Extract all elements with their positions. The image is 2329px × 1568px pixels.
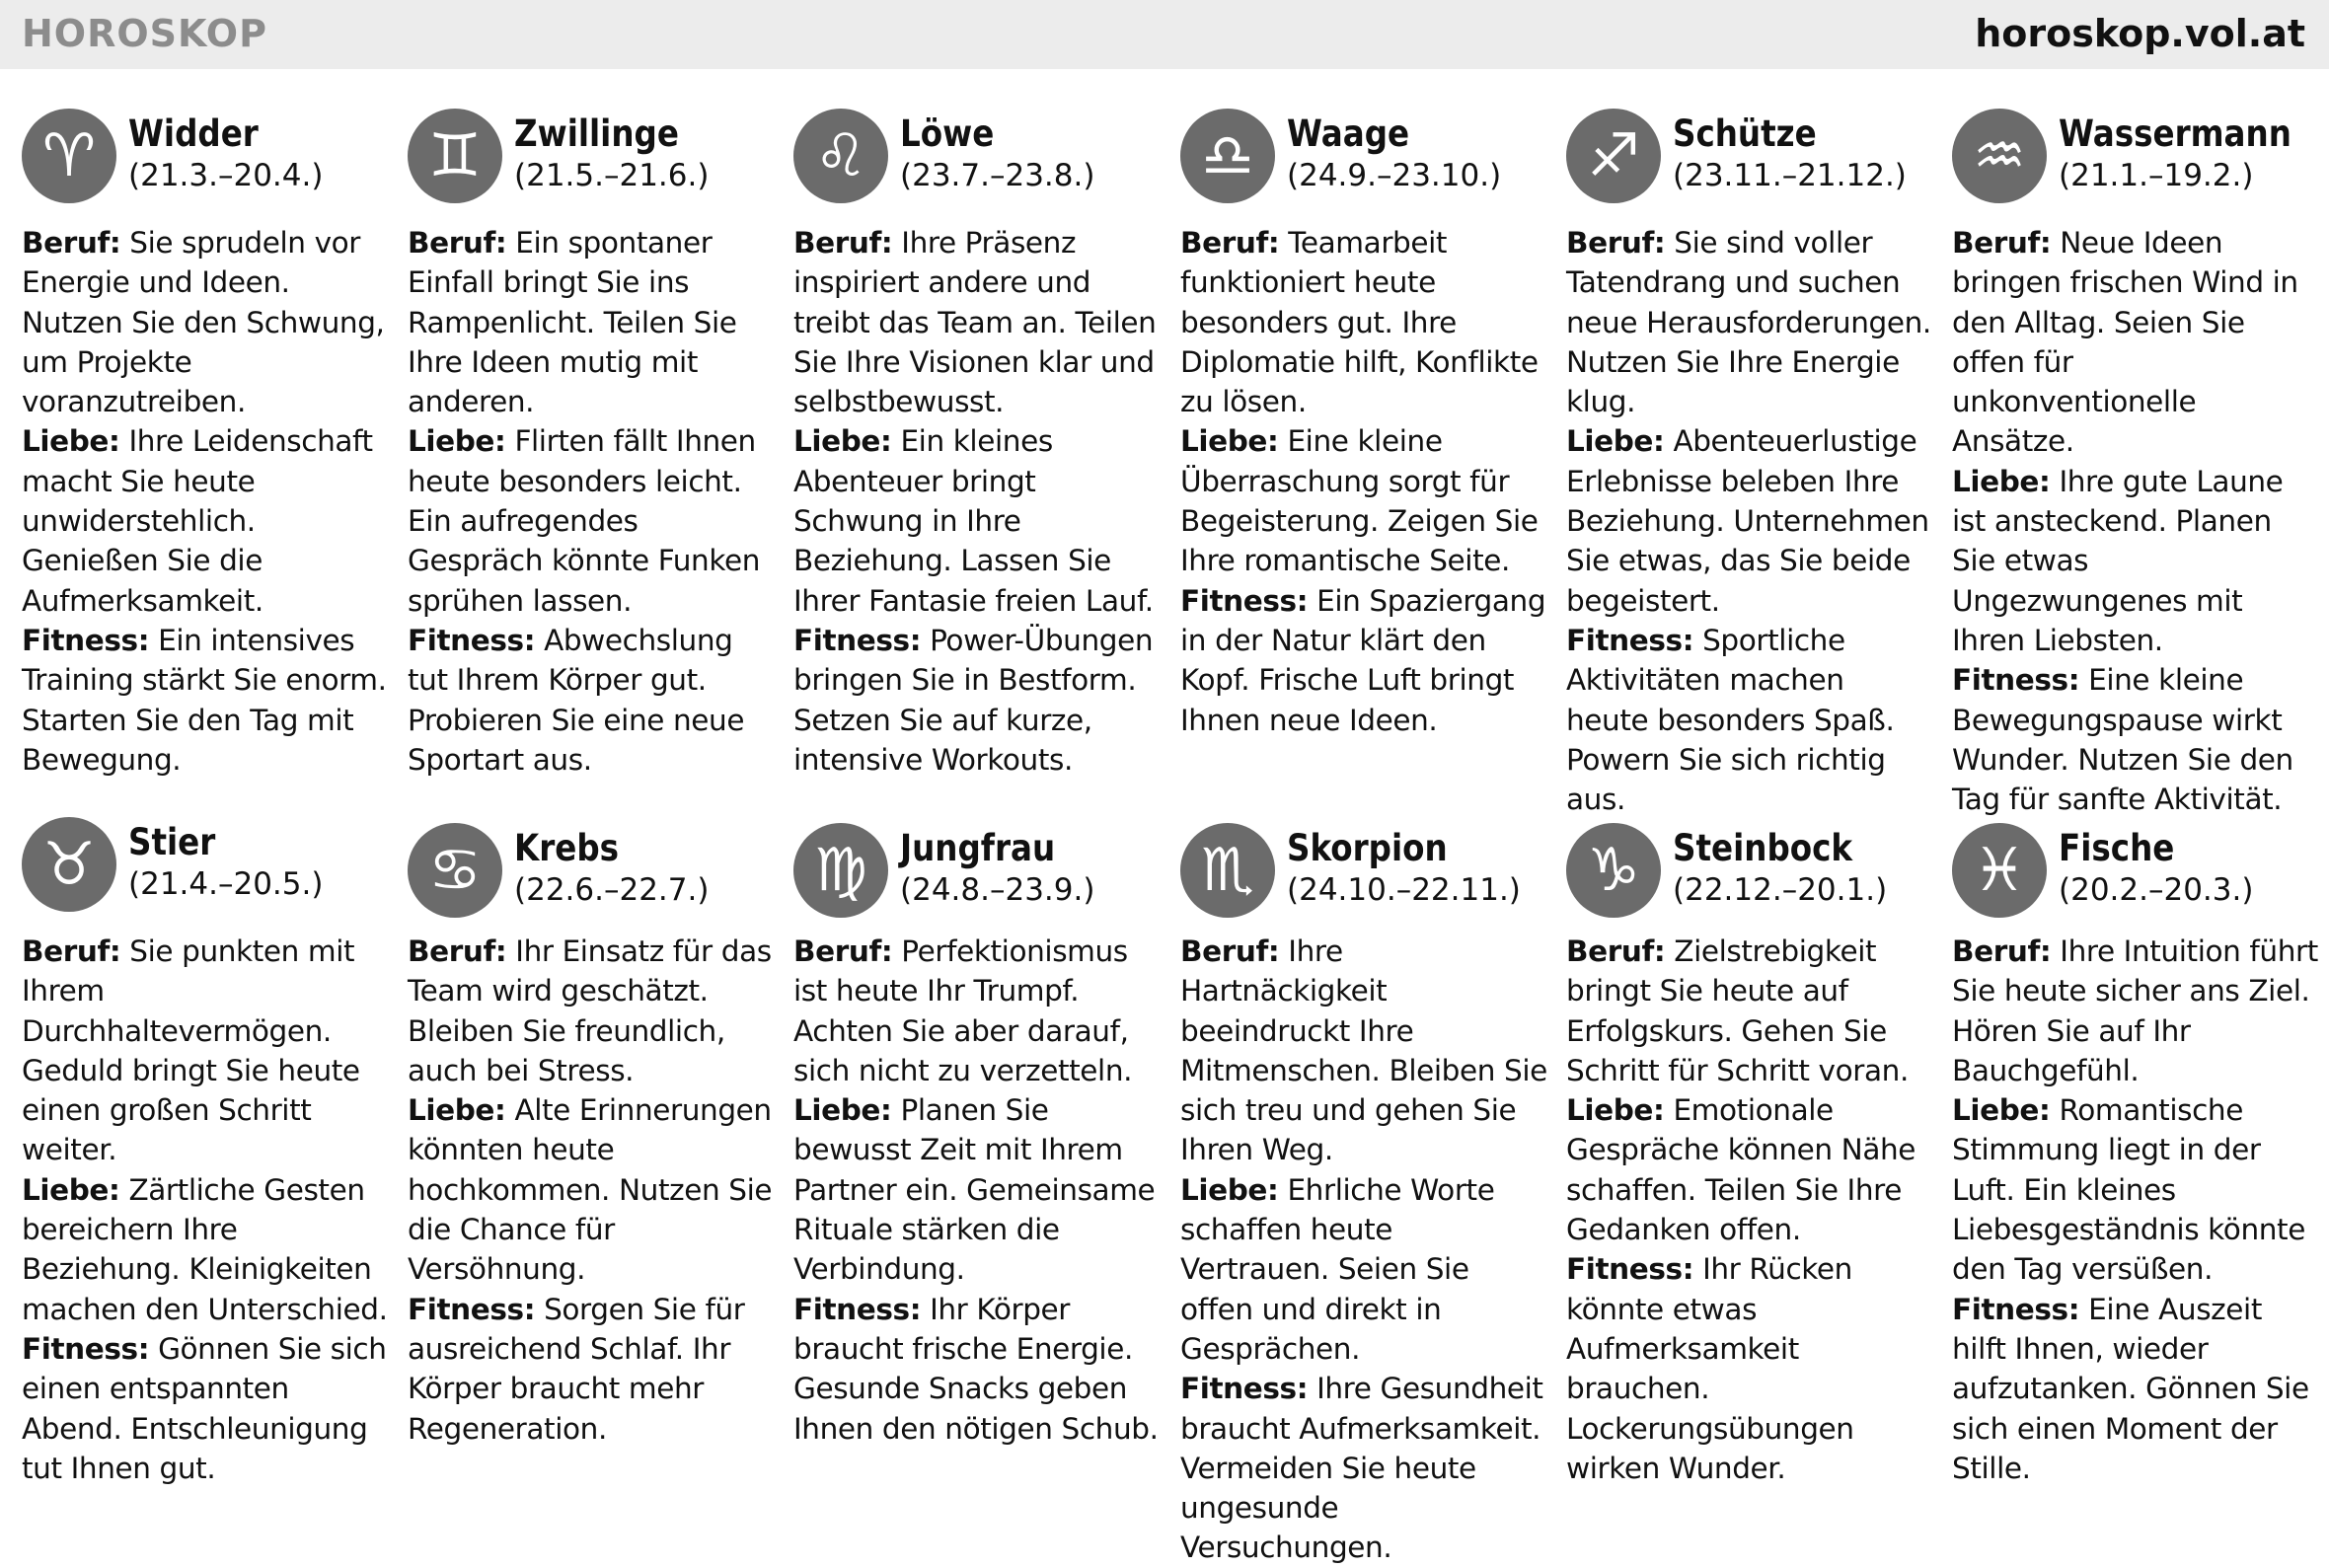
liebe-text: Eine kleine Überraschung sorgt für Begeisterung. Zeigen Sie Ihre romantische Seite. <box>1180 424 1539 578</box>
sign-text <box>1180 223 1547 740</box>
fitness-label: Fitness: <box>22 623 150 657</box>
sign-dates: (23.7.–23.8.) <box>900 158 1095 193</box>
fitness-text: Eine Auszeit hilft Ihnen, wieder aufzutanken. Gönnen Sie sich einen Moment der Stille. <box>1952 1292 2309 1485</box>
ram-icon: ♈ <box>22 109 116 203</box>
liebe-text: Emotionale Gespräche können Nähe schaffen. Teilen Sie Ihre Gedanken offen. <box>1566 1093 1916 1247</box>
liebe-text: Ehrliche Worte schaffen heute Vertrauen. Seien Sie offen und direkt in Gesprächen. <box>1180 1172 1495 1366</box>
beruf-label: Beruf: <box>1180 226 1280 260</box>
beruf-label: Beruf: <box>1952 934 2052 968</box>
liebe-text: Zärtliche Gesten bereichern Ihre Beziehung. Kleinigkeiten machen den Unterschied. <box>22 1172 388 1326</box>
sign-name: Wassermann <box>2059 112 2291 155</box>
liebe-text: Ihre gute Laune ist ansteckend. Planen Sie etwas Ungezwungenes mit Ihren Liebsten. <box>1952 464 2284 657</box>
crab-icon: ♋ <box>408 823 502 918</box>
sign-text <box>22 932 389 1488</box>
sign-text <box>1566 223 1933 819</box>
liebe-label: Liebe: <box>22 424 120 459</box>
beruf-label: Beruf: <box>1180 934 1280 968</box>
liebe-text: Abenteuerlustige Erlebnisse beleben Ihre Beziehung. Unternehmen Sie etwas, das Sie beide begeistert. <box>1566 424 1929 618</box>
beruf-text: Neue Ideen bringen frischen Wind in den Alltag. Seien Sie offen für unkonventionelle Ansätze. <box>1952 226 2298 459</box>
sign-name: Steinbock <box>1673 827 1853 869</box>
sign-text <box>408 932 775 1449</box>
sign-dates: (24.8.–23.9.) <box>900 872 1095 908</box>
liebe-label: Liebe: <box>1952 464 2051 498</box>
sign-text <box>22 223 389 780</box>
fish-icon: ♓ <box>1952 823 2047 918</box>
sign-name: Waage <box>1287 112 1410 155</box>
sign-name: Widder <box>128 112 259 155</box>
sign-dates: (22.6.–22.7.) <box>514 872 710 908</box>
beruf-label: Beruf: <box>408 226 507 260</box>
sign-name: Jungfrau <box>900 827 1056 869</box>
sign-dates: (23.11.–21.12.) <box>1673 158 1907 193</box>
lion-icon: ♌ <box>793 109 888 203</box>
sign-text <box>1180 932 1547 1568</box>
sign-text <box>793 932 1161 1449</box>
sign-name: Fische <box>2059 827 2175 869</box>
fitness-text: Ein Spaziergang in der Natur klärt den Kopf. Frische Luft bringt Ihnen neue Ideen. <box>1180 583 1546 737</box>
page-header <box>0 0 2329 69</box>
sign-dates: (21.3.–20.4.) <box>128 158 324 193</box>
fitness-label: Fitness: <box>1952 1292 2080 1326</box>
sign-dates: (21.1.–19.2.) <box>2059 158 2254 193</box>
liebe-label: Liebe: <box>408 1093 506 1128</box>
fitness-text: Ihr Rücken könnte etwas Aufmerksamkeit brauchen. Lockerungsübungen wirken Wunder. <box>1566 1252 1854 1485</box>
fitness-label: Fitness: <box>793 1292 922 1326</box>
beruf-text: Sie sind voller Tatendrang und suchen neue Herausforderungen. Nutzen Sie Ihre Energie klug. <box>1566 226 1931 419</box>
goat-icon: ♑ <box>1566 823 1661 918</box>
liebe-text: Ihre Leidenschaft macht Sie heute unwiderstehlich. Genießen Sie die Aufmerksamkeit. <box>22 424 373 618</box>
sign-text <box>1952 223 2319 819</box>
water-bearer-icon: ♒ <box>1952 109 2047 203</box>
beruf-text: Zielstrebigkeit bringt Sie heute auf Erfolgskurs. Gehen Sie Schritt für Schritt voran. <box>1566 934 1909 1087</box>
fitness-text: Eine kleine Bewegungspause wirkt Wunder. Nutzen Sie den Tag für sanfte Aktivität. <box>1952 663 2293 817</box>
liebe-text: Romantische Stimmung liegt in der Luft. Ein kleines Liebesgeständnis könnte den Tag versüßen. <box>1952 1093 2305 1287</box>
sign-name: Schütze <box>1673 112 1817 155</box>
beruf-text: Ihre Intuition führt Sie heute sicher ans Ziel. Hören Sie auf Ihr Bauchgefühl. <box>1952 934 2318 1087</box>
liebe-text: Ein kleines Abenteuer bringt Schwung in Ihre Beziehung. Lassen Sie Ihrer Fantasie freien Lauf. <box>793 424 1154 618</box>
beruf-text: Teamarbeit funktioniert heute besonders gut. Ihre Diplomatie hilft, Konflikte zu lösen. <box>1180 226 1539 419</box>
liebe-label: Liebe: <box>1566 1093 1665 1128</box>
sign-dates: (22.12.–20.1.) <box>1673 872 1888 908</box>
sign-text <box>1952 932 2319 1488</box>
beruf-label: Beruf: <box>22 934 121 968</box>
beruf-label: Beruf: <box>793 226 893 260</box>
fitness-label: Fitness: <box>1566 1252 1694 1287</box>
liebe-label: Liebe: <box>1952 1093 2051 1128</box>
beruf-text: Ein spontaner Einfall bringt Sie ins Rampenlicht. Teilen Sie Ihre Ideen mutig mit anderen. <box>408 226 737 419</box>
virgin-icon: ♍ <box>793 823 888 918</box>
sign-dates: (24.10.–22.11.) <box>1287 872 1521 908</box>
beruf-label: Beruf: <box>793 934 893 968</box>
archer-icon: ♐ <box>1566 109 1661 203</box>
liebe-label: Liebe: <box>1566 424 1665 459</box>
fitness-label: Fitness: <box>793 623 922 657</box>
beruf-label: Beruf: <box>1566 226 1666 260</box>
fitness-text: Sportliche Aktivitäten machen heute besonders Spaß. Powern Sie sich richtig aus. <box>1566 623 1895 817</box>
fitness-text: Ein intensives Training stärkt Sie enorm. Starten Sie den Tag mit Bewegung. <box>22 623 387 777</box>
fitness-label: Fitness: <box>1180 1372 1309 1406</box>
liebe-label: Liebe: <box>1180 1172 1279 1207</box>
beruf-label: Beruf: <box>22 226 121 260</box>
liebe-label: Liebe: <box>793 424 892 459</box>
sign-text <box>408 223 775 780</box>
scorpion-icon: ♏ <box>1180 823 1275 918</box>
source-url: horoskop.vol.at <box>1975 12 2305 55</box>
beruf-text: Ihre Präsenz inspiriert andere und treibt das Team an. Teilen Sie Ihre Visionen klar und selbstbewusst. <box>793 226 1157 419</box>
beruf-label: Beruf: <box>1566 934 1666 968</box>
sign-dates: (24.9.–23.10.) <box>1287 158 1502 193</box>
sign-name: Krebs <box>514 827 620 869</box>
beruf-label: Beruf: <box>1952 226 2052 260</box>
fitness-text: Sorgen Sie für ausreichend Schlaf. Ihr Körper braucht mehr Regeneration. <box>408 1292 745 1446</box>
liebe-text: Flirten fällt Ihnen heute besonders leicht. Ein aufregendes Gespräch könnte Funken sprühen lassen. <box>408 424 760 618</box>
liebe-label: Liebe: <box>793 1093 892 1128</box>
fitness-text: Power-Übungen bringen Sie in Bestform. Setzen Sie auf kurze, intensive Workouts. <box>793 623 1154 777</box>
section-title: HOROSKOP <box>22 12 267 55</box>
fitness-label: Fitness: <box>1952 663 2080 698</box>
twins-icon: ♊ <box>408 109 502 203</box>
fitness-label: Fitness: <box>408 623 536 657</box>
sign-name: Löwe <box>900 112 995 155</box>
fitness-label: Fitness: <box>22 1331 150 1366</box>
sign-dates: (20.2.–20.3.) <box>2059 872 2254 908</box>
sign-text <box>1566 932 1933 1488</box>
fitness-label: Fitness: <box>1566 623 1694 657</box>
beruf-label: Beruf: <box>408 934 507 968</box>
sign-dates: (21.4.–20.5.) <box>128 866 324 902</box>
beruf-text: Sie sprudeln vor Energie und Ideen. Nutzen Sie den Schwung, um Projekte voranzutreiben. <box>22 226 385 419</box>
fitness-text: Abwechslung tut Ihrem Körper gut. Probieren Sie eine neue Sportart aus. <box>408 623 745 777</box>
fitness-label: Fitness: <box>1180 583 1309 618</box>
liebe-label: Liebe: <box>22 1172 120 1207</box>
sign-dates: (21.5.–21.6.) <box>514 158 710 193</box>
bull-icon: ♉ <box>22 817 116 912</box>
fitness-label: Fitness: <box>408 1292 536 1326</box>
beruf-text: Perfektionismus ist heute Ihr Trumpf. Achten Sie aber darauf, sich nicht zu verzetteln. <box>793 934 1133 1087</box>
scales-icon: ♎ <box>1180 109 1275 203</box>
beruf-text: Ihre Hartnäckigkeit beeindruckt Ihre Mitmenschen. Bleiben Sie sich treu und gehen Sie Ihren Weg. <box>1180 934 1547 1167</box>
fitness-text: Gönnen Sie sich einen entspannten Abend. Entschleunigung tut Ihnen gut. <box>22 1331 387 1485</box>
liebe-label: Liebe: <box>1180 424 1279 459</box>
beruf-text: Ihr Einsatz für das Team wird geschätzt. Bleiben Sie freundlich, auch bei Stress. <box>408 934 772 1087</box>
liebe-text: Alte Erinnerungen könnten heute hochkommen. Nutzen Sie die Chance für Versöhnung. <box>408 1093 773 1287</box>
sign-name: Stier <box>128 821 216 863</box>
beruf-text: Sie punkten mit Ihrem Durchhaltevermögen. Geduld bringt Sie heute einen großen Schritt weiter. <box>22 934 360 1167</box>
fitness-text: Ihre Gesundheit braucht Aufmerksamkeit. Vermeiden Sie heute ungesunde Versuchungen. <box>1180 1372 1543 1565</box>
sign-text <box>793 223 1161 780</box>
sign-name: Zwillinge <box>514 112 679 155</box>
fitness-text: Ihr Körper braucht frische Energie. Gesunde Snacks geben Ihnen den nötigen Schub. <box>793 1292 1159 1446</box>
liebe-text: Planen Sie bewusst Zeit mit Ihrem Partner ein. Gemeinsame Rituale stärken die Verbindung. <box>793 1093 1156 1287</box>
sign-name: Skorpion <box>1287 827 1448 869</box>
liebe-label: Liebe: <box>408 424 506 459</box>
